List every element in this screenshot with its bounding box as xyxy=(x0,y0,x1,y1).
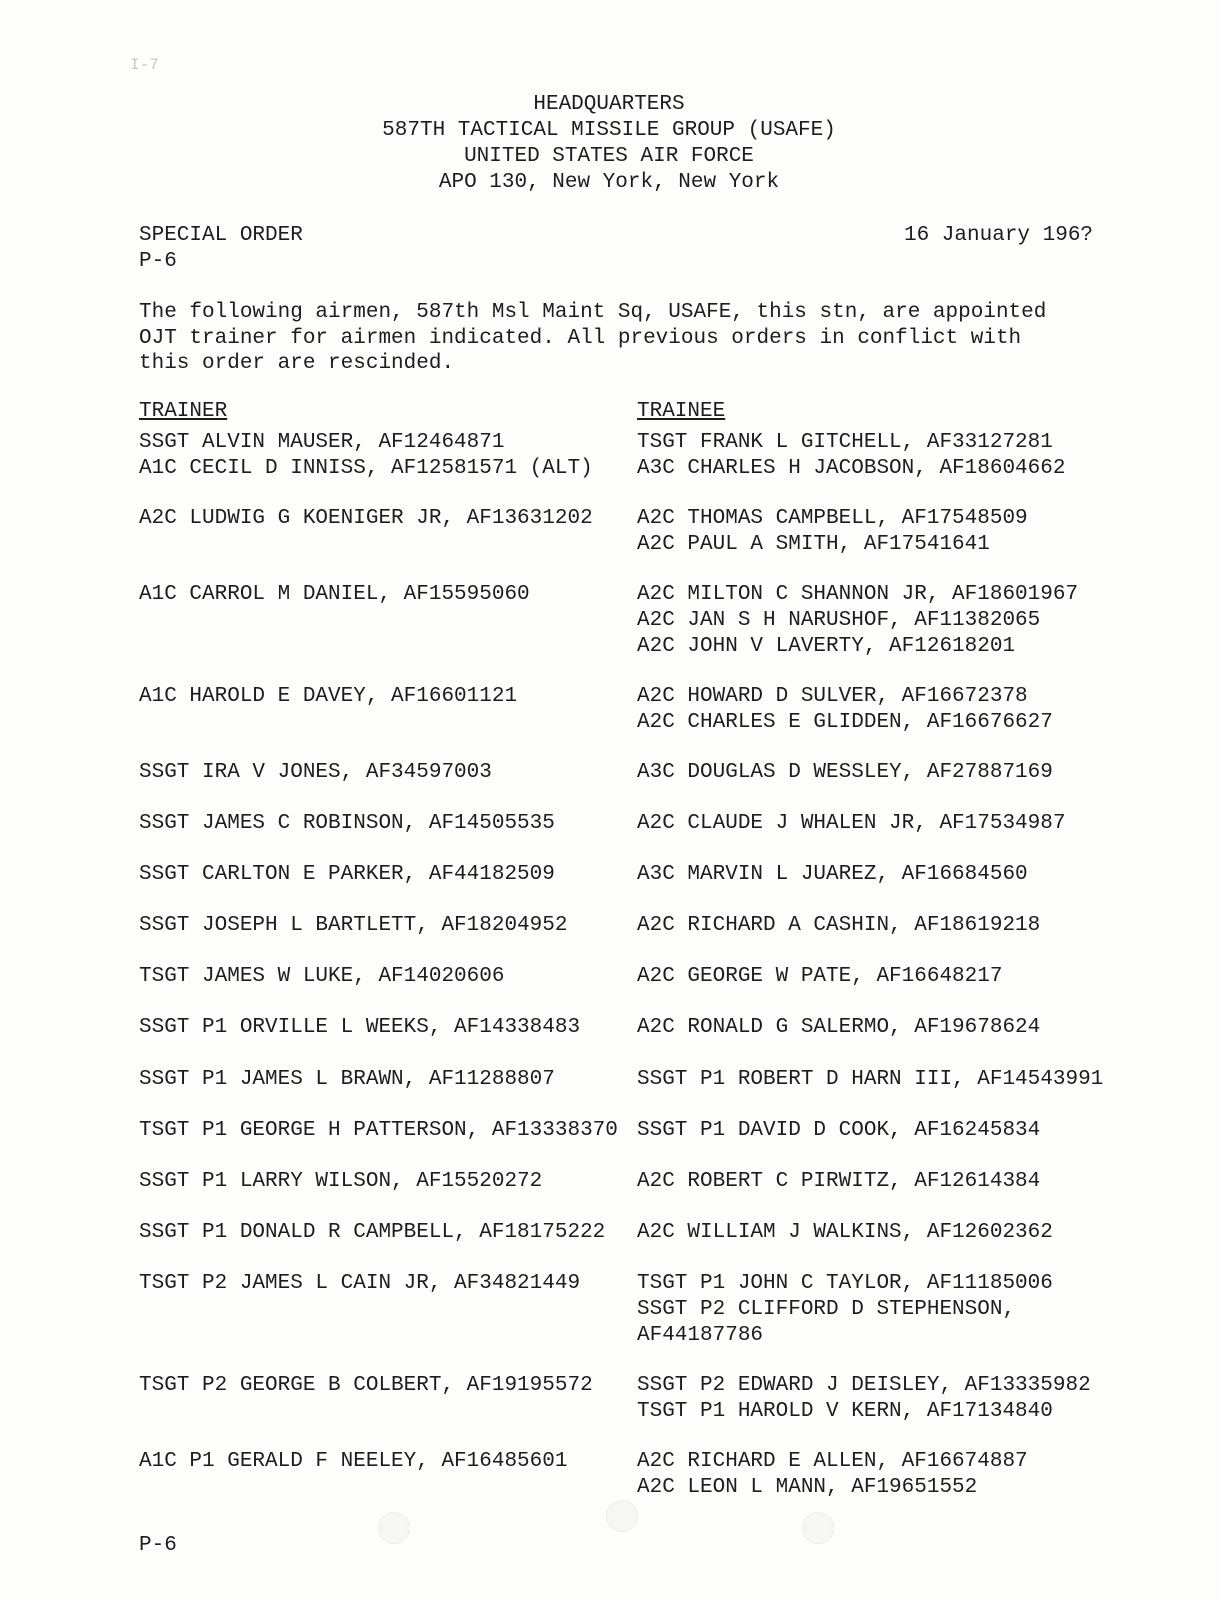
page-footer: P-6 xyxy=(139,1534,177,1557)
trainer-row: TSGT JAMES W LUKE, AF14020606 xyxy=(139,965,505,988)
order-number: P-6 xyxy=(139,250,177,273)
trainee-row: A2C PAUL A SMITH, AF17541641 xyxy=(637,533,990,556)
trainee-row: A2C MILTON C SHANNON JR, AF18601967 xyxy=(637,583,1079,606)
intro-line-1: The following airmen, 587th Msl Maint Sq, USAFE, this stn, are appointed xyxy=(139,301,1047,324)
trainee-row: A2C ROBERT C PIRWITZ, AF12614384 xyxy=(637,1170,1041,1193)
order-date: 16 January 196? xyxy=(904,224,1094,247)
trainer-row: TSGT P2 JAMES L CAIN JR, AF34821449 xyxy=(139,1272,581,1295)
intro-paragraph xyxy=(139,300,1099,377)
trainer-row: A1C CECIL D INNISS, AF12581571 (ALT) xyxy=(139,457,593,480)
order-type: SPECIAL ORDER xyxy=(139,224,303,247)
trainer-row: A2C LUDWIG G KOENIGER JR, AF13631202 xyxy=(139,507,593,530)
corner-mark: I-7 xyxy=(130,56,159,74)
trainee-row: TSGT P1 HAROLD V KERN, AF17134840 xyxy=(637,1400,1053,1423)
order-block xyxy=(139,223,303,275)
trainer-row: SSGT ALVIN MAUSER, AF12464871 xyxy=(139,431,505,454)
trainer-row: SSGT JAMES C ROBINSON, AF14505535 xyxy=(139,812,555,835)
trainer-row: SSGT P1 LARRY WILSON, AF15520272 xyxy=(139,1170,543,1193)
trainer-row: SSGT JOSEPH L BARTLETT, AF18204952 xyxy=(139,914,568,937)
trainer-row: SSGT P1 DONALD R CAMPBELL, AF18175222 xyxy=(139,1221,606,1244)
trainer-row: A1C P1 GERALD F NEELEY, AF16485601 xyxy=(139,1450,568,1473)
binder-hole xyxy=(802,1512,834,1544)
trainee-row: SSGT P1 DAVID D COOK, AF16245834 xyxy=(637,1119,1041,1142)
trainee-row: A2C CHARLES E GLIDDEN, AF16676627 xyxy=(637,711,1053,734)
trainee-row: A2C THOMAS CAMPBELL, AF17548509 xyxy=(637,507,1028,530)
trainee-row: A2C RICHARD A CASHIN, AF18619218 xyxy=(637,914,1041,937)
trainer-row: SSGT P1 JAMES L BRAWN, AF11288807 xyxy=(139,1068,555,1091)
trainee-row: A3C DOUGLAS D WESSLEY, AF27887169 xyxy=(637,761,1053,784)
intro-line-3: this order are rescinded. xyxy=(139,352,455,375)
trainee-column-header: TRAINEE xyxy=(637,400,726,423)
trainer-row: SSGT P1 ORVILLE L WEEKS, AF14338483 xyxy=(139,1016,581,1039)
header-line-1: HEADQUARTERS xyxy=(533,93,685,116)
trainee-row: TSGT FRANK L GITCHELL, AF33127281 xyxy=(637,431,1053,454)
trainee-row: A2C GEORGE W PATE, AF16648217 xyxy=(637,965,1003,988)
trainee-row: TSGT P1 JOHN C TAYLOR, AF11185006 xyxy=(637,1272,1053,1295)
trainee-row: A2C CLAUDE J WHALEN JR, AF17534987 xyxy=(637,812,1066,835)
trainer-row: SSGT CARLTON E PARKER, AF44182509 xyxy=(139,863,555,886)
trainer-row: SSGT IRA V JONES, AF34597003 xyxy=(139,761,492,784)
trainer-row: A1C HAROLD E DAVEY, AF16601121 xyxy=(139,685,518,708)
trainee-row: A2C JOHN V LAVERTY, AF12618201 xyxy=(637,635,1016,658)
trainee-row: A3C MARVIN L JUAREZ, AF16684560 xyxy=(637,863,1028,886)
intro-line-2: OJT trainer for airmen indicated. All previous orders in conflict with xyxy=(139,326,1022,350)
trainee-row: A2C WILLIAM J WALKINS, AF12602362 xyxy=(637,1221,1053,1244)
trainee-row: SSGT P2 EDWARD J DEISLEY, AF13335982 xyxy=(637,1374,1091,1397)
trainee-row: A2C RICHARD E ALLEN, AF16674887 xyxy=(637,1450,1028,1473)
trainee-row: SSGT P1 ROBERT D HARN III, AF14543991 xyxy=(637,1068,1104,1091)
trainee-row: A2C JAN S H NARUSHOF, AF11382065 xyxy=(637,609,1041,632)
trainer-column-header: TRAINER xyxy=(139,400,228,423)
binder-hole xyxy=(606,1500,638,1532)
header-line-3: UNITED STATES AIR FORCE xyxy=(464,145,754,168)
trainer-row: TSGT P1 GEORGE H PATTERSON, AF13338370 xyxy=(139,1119,618,1142)
header-line-4: APO 130, New York, New York xyxy=(438,171,780,194)
trainee-row: A3C CHARLES H JACOBSON, AF18604662 xyxy=(637,457,1066,480)
trainee-row: A2C HOWARD D SULVER, AF16672378 xyxy=(637,685,1028,708)
trainer-row: TSGT P2 GEORGE B COLBERT, AF19195572 xyxy=(139,1374,593,1397)
header-line-2: 587TH TACTICAL MISSILE GROUP (USAFE) xyxy=(382,119,836,142)
trainee-row-continuation: AF44187786 xyxy=(637,1324,764,1347)
letterhead xyxy=(0,92,1218,196)
trainer-row: A1C CARROL M DANIEL, AF15595060 xyxy=(139,583,530,606)
trainee-row: A2C RONALD G SALERMO, AF19678624 xyxy=(637,1016,1041,1039)
trainee-row: A2C LEON L MANN, AF19651552 xyxy=(637,1476,978,1499)
binder-hole xyxy=(378,1512,410,1544)
trainee-row: SSGT P2 CLIFFORD D STEPHENSON, xyxy=(637,1298,1016,1321)
